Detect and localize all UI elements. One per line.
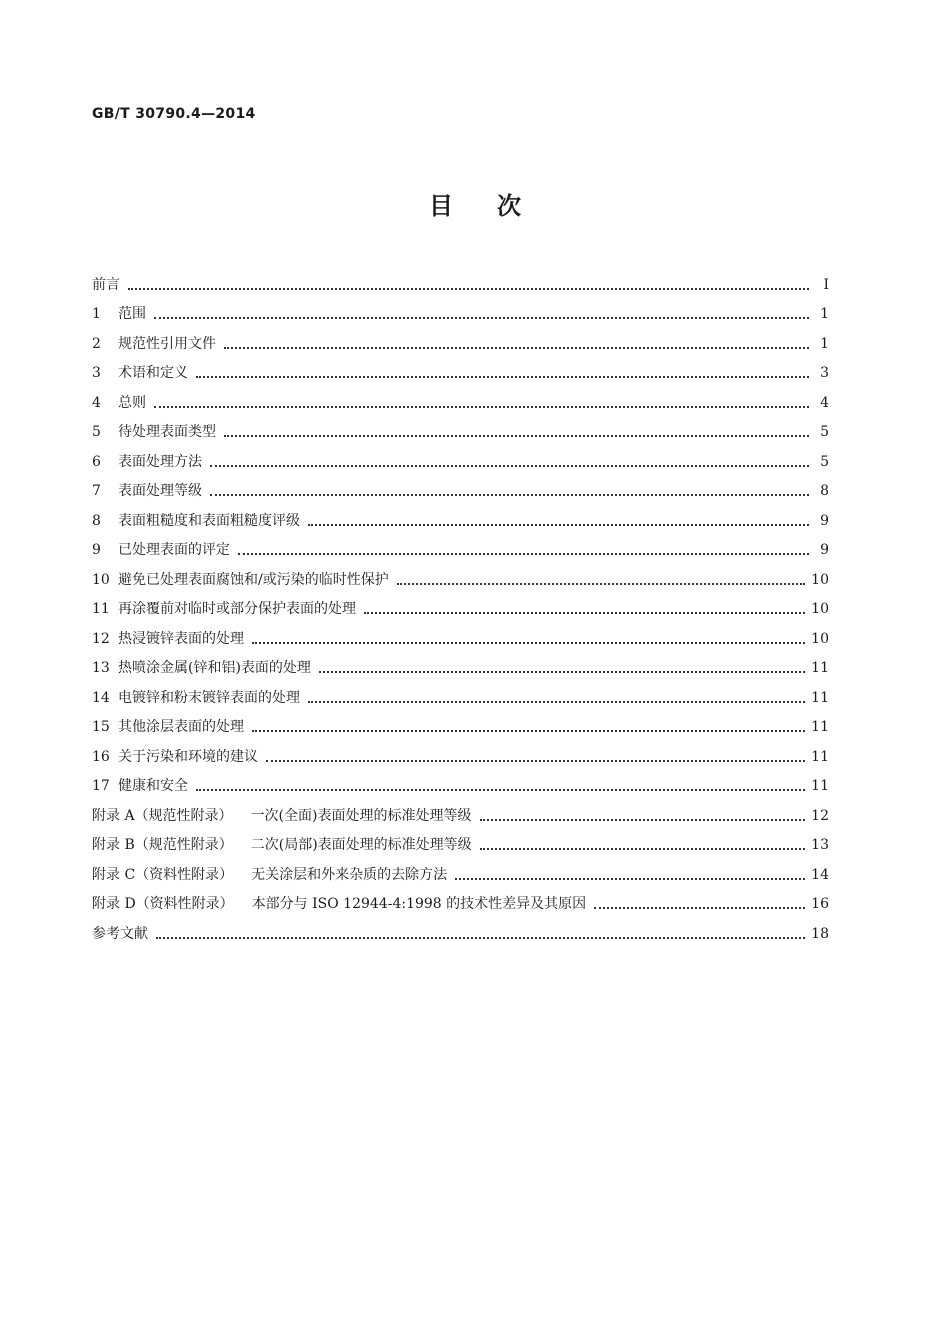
toc-entry[interactable]	[92, 500, 829, 530]
toc-entry-page: 9	[820, 512, 829, 529]
toc-entry-number: 4	[92, 394, 101, 411]
toc-entry-number: 2	[92, 335, 101, 352]
toc-entry[interactable]	[92, 884, 829, 914]
toc-entry-number: 12	[92, 630, 110, 647]
toc-leader-dots	[128, 287, 809, 290]
toc-leader-dots	[156, 936, 805, 939]
toc-leader-dots	[154, 405, 809, 408]
toc-entry-page: 10	[811, 571, 829, 588]
standard-code: GB/T 30790.4—2014	[92, 106, 256, 122]
toc-entry[interactable]	[92, 589, 829, 619]
toc-entry[interactable]	[92, 559, 829, 589]
toc-leader-dots	[154, 316, 809, 319]
toc-entry[interactable]	[92, 913, 829, 943]
toc-entry-number: 17	[92, 778, 110, 794]
toc-entry[interactable]	[92, 707, 829, 737]
toc-entry-number: 5	[92, 424, 101, 440]
toc-leader-dots	[210, 493, 809, 496]
toc-entry-number: 7	[92, 483, 101, 499]
toc-leader-dots	[238, 552, 809, 555]
toc-entry[interactable]	[92, 618, 829, 648]
page-title	[0, 186, 950, 221]
toc-entry-page: 5	[820, 424, 829, 440]
toc-entry-number: 15	[92, 719, 110, 735]
toc-leader-dots	[455, 877, 805, 880]
toc-entry-label: 关于污染和环境的建议	[118, 748, 258, 765]
toc-entry-page: 11	[811, 719, 829, 735]
toc-entry[interactable]	[92, 264, 829, 294]
toc-entry-label: 避免已处理表面腐蚀和/或污染的临时性保护	[118, 571, 389, 588]
toc-entry-label: 表面处理方法	[118, 453, 202, 470]
toc-entry[interactable]	[92, 677, 829, 707]
toc-entry[interactable]	[92, 412, 829, 442]
toc-entry-label: 总则	[118, 394, 146, 411]
toc-leader-dots	[224, 346, 809, 349]
toc-leader-dots	[308, 700, 805, 703]
toc-entry[interactable]	[92, 353, 829, 383]
toc-entry-page: 4	[820, 394, 829, 411]
toc-entry-number: 9	[92, 542, 101, 558]
toc-entry-label: 热喷涂金属(锌和铝)表面的处理	[118, 660, 311, 676]
toc-entry-number: 13	[92, 660, 110, 676]
toc-entry-number: 1	[92, 306, 101, 322]
toc-entry-page: 11	[811, 748, 829, 765]
toc-entry-label: 待处理表面类型	[118, 424, 216, 440]
toc-entry-number: 10	[92, 571, 110, 588]
toc-leader-dots	[210, 464, 809, 467]
toc-leader-dots	[308, 523, 809, 526]
toc-entry[interactable]	[92, 323, 829, 353]
toc-leader-dots	[252, 729, 805, 732]
toc-entry-page: 1	[820, 306, 829, 322]
toc-entry-page: 10	[811, 630, 829, 647]
toc-entry-number: 附录 B（规范性附录）	[92, 837, 233, 853]
toc-entry-number: 11	[92, 601, 110, 617]
toc-entry-label: 已处理表面的评定	[118, 542, 230, 558]
toc-entry-number: 附录 A（规范性附录）	[92, 807, 233, 824]
toc-leader-dots	[196, 375, 809, 378]
toc-leader-dots	[594, 906, 805, 909]
toc-leader-dots	[196, 788, 805, 791]
toc-entry-label: 本部分与 ISO 12944-4:1998 的技术性差异及其原因	[251, 896, 587, 912]
toc-entry-page: 5	[820, 453, 829, 470]
toc-entry-number: 附录 C（资料性附录）	[92, 866, 234, 883]
toc-leader-dots	[319, 670, 805, 673]
toc-entry-page: 11	[811, 660, 829, 676]
toc-entry-page: 11	[811, 778, 829, 794]
toc-entry[interactable]	[92, 294, 829, 324]
toc-leader-dots	[266, 759, 805, 762]
toc-entry[interactable]	[92, 825, 829, 855]
toc-entry[interactable]	[92, 382, 829, 412]
toc-entry-label: 其他涂层表面的处理	[118, 719, 244, 735]
toc-entry-number: 附录 D（资料性附录）	[92, 896, 234, 912]
toc-entry[interactable]	[92, 795, 829, 825]
toc-entry-label: 热浸镀锌表面的处理	[118, 630, 244, 647]
toc-entry-page: Ⅰ	[823, 276, 829, 293]
toc-entry-label: 电镀锌和粉末镀锌表面的处理	[118, 689, 300, 706]
toc-entry-number: 16	[92, 748, 110, 765]
toc-entry-label: 表面处理等级	[118, 483, 202, 499]
toc-entry-label: 参考文献	[92, 925, 148, 942]
toc-leader-dots	[480, 818, 806, 821]
toc-entry-page: 14	[811, 866, 829, 883]
page-title-part2: 次	[497, 191, 521, 220]
toc-entry-label: 规范性引用文件	[118, 335, 216, 352]
toc-entry[interactable]	[92, 854, 829, 884]
toc-entry-label: 一次(全面)表面处理的标准处理等级	[250, 807, 472, 824]
toc-leader-dots	[480, 847, 805, 850]
table-of-contents	[92, 264, 829, 943]
toc-entry[interactable]	[92, 736, 829, 766]
toc-entry-number: 14	[92, 689, 110, 706]
toc-entry-page: 8	[820, 483, 829, 499]
toc-entry-label: 再涂覆前对临时或部分保护表面的处理	[118, 601, 356, 617]
toc-entry-page: 12	[811, 807, 829, 824]
toc-entry-page: 13	[811, 837, 829, 853]
toc-entry-page: 9	[820, 542, 829, 558]
toc-entry-page: 18	[811, 925, 829, 942]
toc-entry-label: 前言	[92, 276, 120, 293]
toc-entry[interactable]	[92, 766, 829, 796]
toc-entry-page: 16	[811, 896, 829, 912]
toc-entry-label: 无关涂层和外来杂质的去除方法	[251, 866, 448, 883]
toc-entry-label: 二次(局部)表面处理的标准处理等级	[250, 837, 472, 853]
toc-entry-number: 3	[92, 365, 101, 381]
toc-entry[interactable]	[92, 441, 829, 471]
toc-entry-page: 10	[811, 601, 829, 617]
toc-entry[interactable]	[92, 648, 829, 678]
toc-entry[interactable]	[92, 530, 829, 560]
toc-entry-page: 3	[820, 365, 829, 381]
toc-entry-number: 8	[92, 512, 101, 529]
toc-entry-number: 6	[92, 453, 101, 470]
toc-entry-label: 健康和安全	[118, 778, 188, 794]
toc-leader-dots	[364, 611, 805, 614]
toc-leader-dots	[224, 434, 809, 437]
toc-leader-dots	[397, 582, 805, 585]
toc-leader-dots	[252, 641, 805, 644]
page-title-part1: 目	[429, 191, 453, 220]
toc-entry-page: 1	[820, 335, 829, 352]
toc-entry-label: 表面粗糙度和表面粗糙度评级	[118, 512, 300, 529]
toc-entry-page: 11	[811, 689, 829, 706]
toc-entry-label: 范围	[118, 306, 146, 322]
toc-entry-label: 术语和定义	[118, 365, 188, 381]
toc-entry[interactable]	[92, 471, 829, 501]
